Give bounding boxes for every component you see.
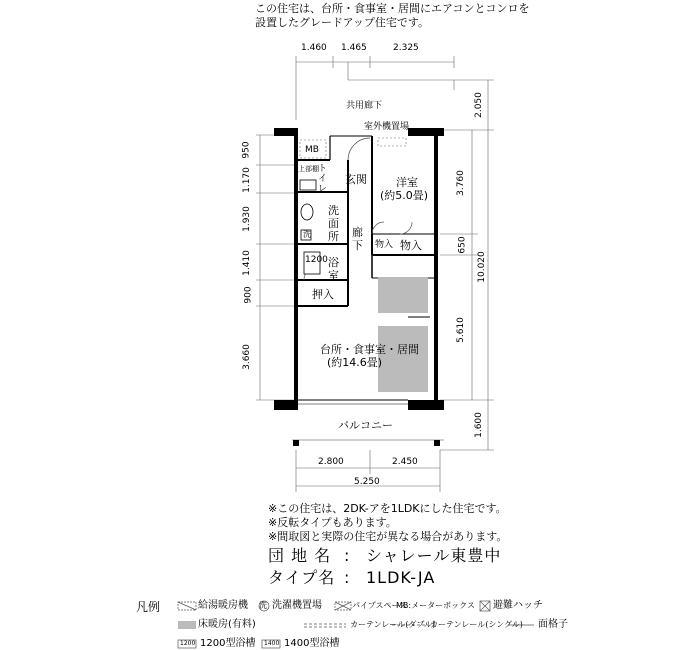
- header-line-2: 設置したグレードアップ住宅です。: [255, 16, 430, 29]
- legend-tub-1400: 1400型浴槽: [284, 638, 340, 649]
- label-closet: 物入: [400, 239, 422, 252]
- dim-left-4: 1.410: [241, 250, 252, 276]
- label-common-corridor: 共用廊下: [346, 101, 383, 111]
- legend-lattice: 面格子: [538, 619, 568, 630]
- floor-heating-area-1: [378, 277, 428, 313]
- dim-right-outer-2: 10.020: [476, 251, 487, 283]
- legend-water-heater: 給湯暖房機: [198, 600, 248, 611]
- label-upper-storage: 上部棚: [298, 165, 319, 173]
- label-washer: 洗: [303, 230, 311, 239]
- legend-washer-space: 洗濯機置場: [272, 600, 322, 611]
- type-name-separator: :: [344, 568, 351, 587]
- label-toilet: トイレ: [318, 164, 328, 194]
- type-name-value: 1LDK-JA: [366, 568, 436, 587]
- floor-heating-area-2: [378, 326, 428, 392]
- note-3: ※間取図と実際の住宅が異なる場合があります。: [268, 530, 508, 543]
- dim-left-2: 1.170: [241, 167, 252, 193]
- label-hallway: 廊下: [352, 226, 363, 252]
- dim-top-1: 1.460: [301, 43, 327, 53]
- legend-escape-hatch: 避難ハッチ: [493, 600, 543, 611]
- dim-left-6: 3.660: [241, 344, 252, 370]
- dim-left-3: 1.930: [241, 206, 252, 232]
- header-line-1: この住宅は、台所・食事室・居間にエアコンとコンロを: [255, 2, 530, 15]
- dim-bottom-1: 2.800: [318, 457, 344, 467]
- dim-bottom-total: 5.250: [354, 477, 380, 487]
- complex-name-separator: :: [344, 546, 351, 565]
- label-push-in-small: 物入: [375, 240, 394, 250]
- label-entrance: 玄関: [345, 173, 367, 186]
- dim-right-outer-3: 1.600: [473, 412, 484, 438]
- dim-left-1: 950: [241, 141, 252, 159]
- legend-title: 凡例: [136, 600, 161, 614]
- label-ldk-size: (約14.6畳): [327, 356, 383, 369]
- label-oshiire: 押入: [312, 288, 334, 301]
- legend-curtain-double: カーテンレール(ダブル): [350, 620, 436, 629]
- label-washroom: 洗面所: [328, 204, 339, 243]
- dim-right-outer-1: 2.050: [473, 92, 484, 118]
- note-2: ※反転タイプもあります。: [268, 516, 397, 529]
- legend-tub-1400-symbol: 1400: [264, 640, 280, 647]
- dim-left-5: 900: [243, 286, 254, 304]
- dim-bottom-2: 2.450: [392, 457, 418, 467]
- label-western-room-size: (約5.0畳): [380, 189, 429, 202]
- label-bath-1200: 1200: [305, 255, 328, 265]
- label-outdoor-unit-space: 室外機置場: [364, 122, 410, 132]
- legend-curtain-single: カーテンレール(シングル): [430, 620, 523, 629]
- legend-pipe-space: パイプスペース: [352, 601, 408, 610]
- dim-right-inner-1: 3.760: [455, 170, 466, 196]
- legend-tub-1200: 1200型浴槽: [200, 638, 256, 649]
- label-ldk: 台所・食事室・居間: [320, 343, 419, 356]
- label-balcony: バルコニー: [338, 419, 393, 432]
- label-western-room: 洋室: [396, 176, 418, 189]
- type-name-label: タイプ名: [268, 568, 336, 587]
- complex-name-value: シャレール東豊中: [366, 546, 502, 565]
- legend-washer-symbol: 洗: [259, 601, 267, 610]
- dim-top-2: 1.465: [341, 43, 367, 53]
- dim-right-inner-2: 650: [457, 236, 468, 254]
- label-mb: MB: [305, 145, 319, 155]
- legend-tub-1200-symbol: 1200: [180, 640, 196, 647]
- legend-floor-heating: 床暖房(有料): [198, 619, 256, 630]
- complex-name-label: 団 地 名: [268, 546, 332, 565]
- legend-meter-box: MB:メーターボックス: [396, 601, 476, 610]
- label-bathroom: 浴室: [328, 256, 339, 282]
- dim-top-3: 2.325: [393, 43, 419, 53]
- note-1: ※この住宅は、2DK-アを1LDKにした住宅です。: [268, 502, 507, 515]
- dim-right-inner-3: 5.610: [455, 317, 466, 343]
